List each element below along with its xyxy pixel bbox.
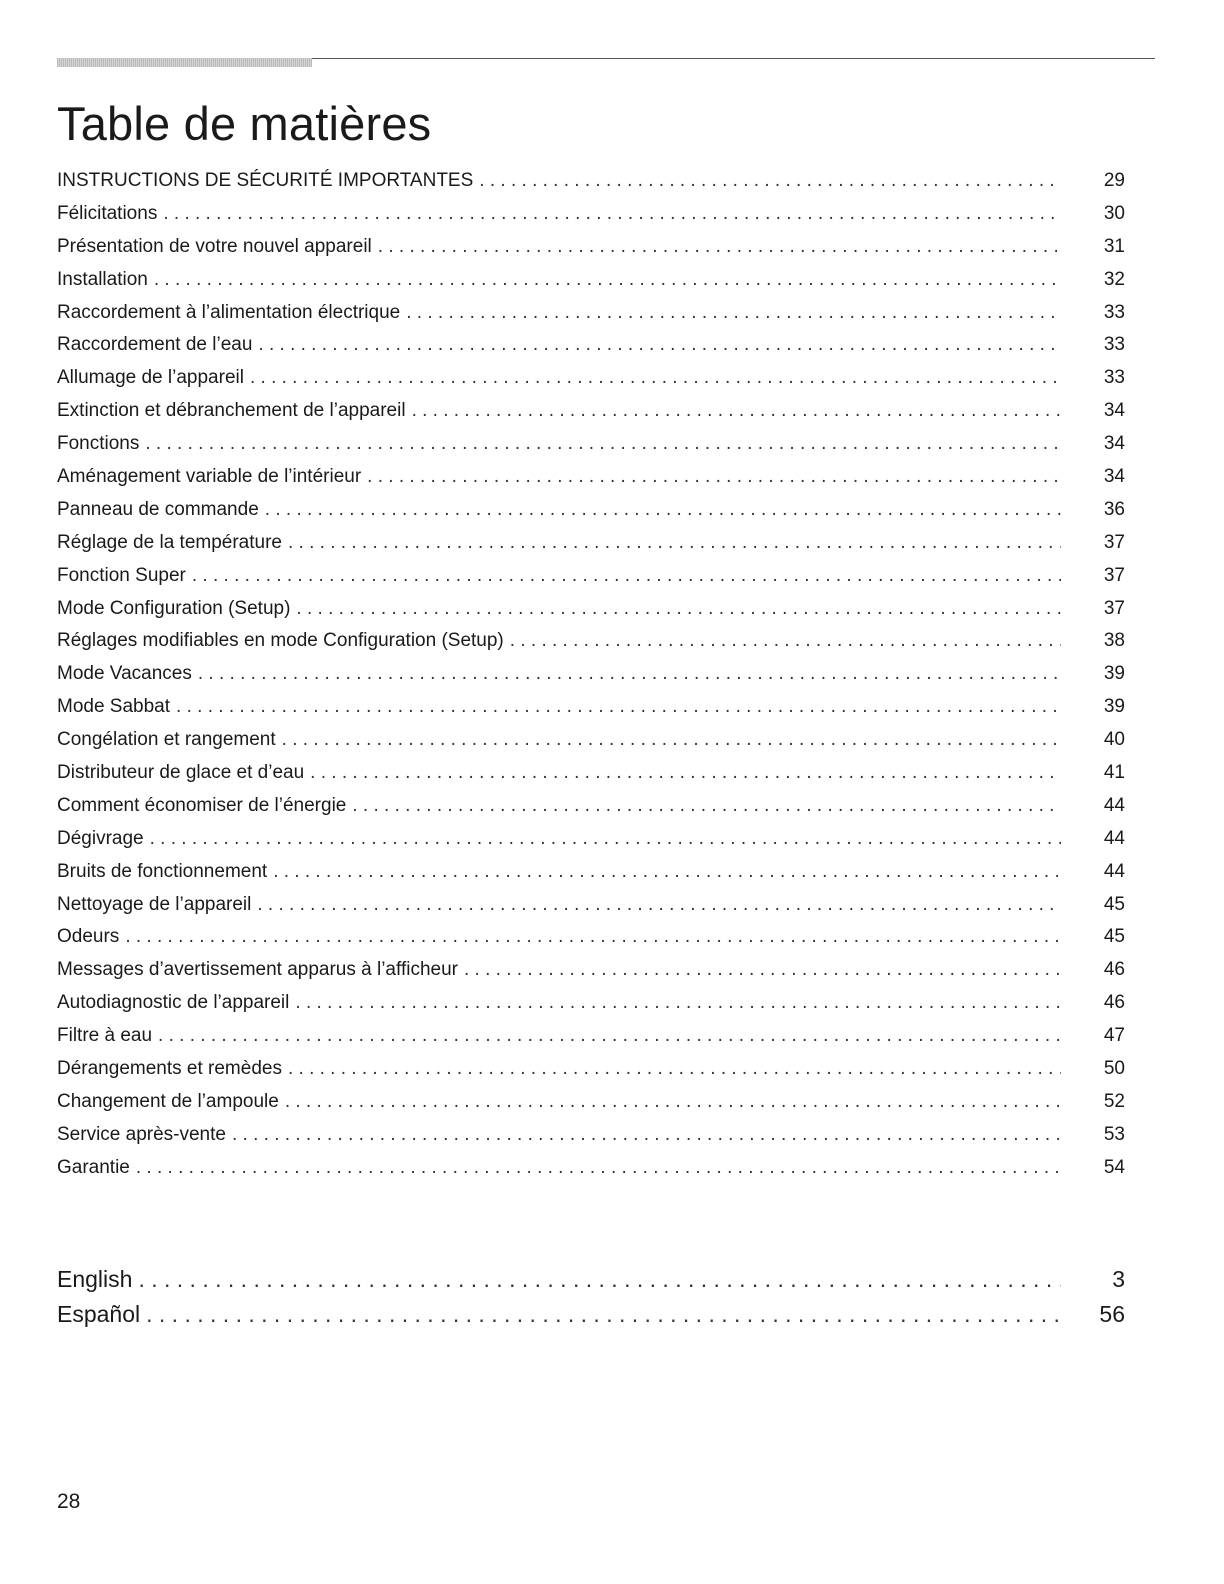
dot-leader (479, 165, 1061, 198)
toc-entry-page: 33 (1103, 334, 1125, 356)
dot-leader (136, 1152, 1061, 1185)
toc-entry-label: Service après-vente (57, 1123, 226, 1145)
toc-entry (57, 823, 1125, 856)
header-bar (57, 58, 312, 67)
toc-entry (57, 1053, 1125, 1086)
toc-entry-label: Dérangements et remèdes (57, 1058, 282, 1080)
toc-entry-page: 39 (1103, 696, 1125, 718)
dot-leader (285, 1086, 1061, 1119)
toc-entry (57, 1020, 1125, 1053)
toc-entry-label: Fonctions (57, 433, 140, 455)
dot-leader (310, 757, 1061, 790)
toc-entry-page: 30 (1103, 202, 1125, 224)
language-entry-page: 3 (1112, 1266, 1125, 1292)
dot-leader (150, 823, 1061, 856)
toc-entry-page: 37 (1103, 564, 1125, 586)
toc-entry-label: Raccordement à l’alimentation électrique (57, 301, 401, 323)
language-entry-label: Español (57, 1301, 141, 1327)
dot-leader (192, 560, 1061, 593)
toc-entry-label: Changement de l’ampoule (57, 1090, 279, 1112)
dot-leader (146, 1297, 1061, 1332)
toc-entry-label: Mode Configuration (Setup) (57, 597, 291, 619)
toc-entry-label: Odeurs (57, 926, 120, 948)
toc-entry-page: 32 (1103, 268, 1125, 290)
language-entry-label: English (57, 1266, 133, 1292)
toc-entry (57, 527, 1125, 560)
dot-leader (378, 231, 1061, 264)
toc-entry-page: 45 (1103, 926, 1125, 948)
dot-leader (412, 395, 1061, 428)
toc-entry-label: Félicitations (57, 202, 158, 224)
dot-leader (265, 494, 1061, 527)
toc-entry-label: Autodiagnostic de l’appareil (57, 992, 290, 1014)
dot-leader (406, 297, 1061, 330)
toc-entry-label: Garantie (57, 1156, 130, 1178)
toc-entry-page: 41 (1103, 762, 1125, 784)
toc-entry (57, 1119, 1125, 1152)
toc-entry-label: Dégivrage (57, 827, 144, 849)
page-number: 28 (57, 1490, 81, 1513)
toc-entry (57, 790, 1125, 823)
language-entry (57, 1297, 1125, 1332)
toc-entry-page: 38 (1103, 630, 1125, 652)
toc-entry-page: 33 (1103, 301, 1125, 323)
table-of-contents (57, 165, 1125, 1185)
toc-entry (57, 560, 1125, 593)
toc-entry-page: 34 (1103, 466, 1125, 488)
toc-entry-page: 39 (1103, 663, 1125, 685)
dot-leader (464, 954, 1061, 987)
toc-entry-page: 44 (1103, 827, 1125, 849)
toc-entry (57, 297, 1125, 330)
toc-entry (57, 691, 1125, 724)
toc-entry (57, 362, 1125, 395)
dot-leader (138, 1262, 1061, 1297)
dot-leader (352, 790, 1061, 823)
toc-entry (57, 264, 1125, 297)
toc-entry-label: Raccordement de l’eau (57, 334, 253, 356)
toc-entry-label: INSTRUCTIONS DE SÉCURITÉ IMPORTANTES (57, 170, 474, 191)
dot-leader (257, 889, 1061, 922)
toc-entry-label: Mode Vacances (57, 663, 192, 685)
toc-entry-label: Allumage de l’appareil (57, 367, 244, 389)
toc-entry (57, 1086, 1125, 1119)
toc-entry (57, 625, 1125, 658)
dot-leader (288, 527, 1061, 560)
toc-entry-page: 54 (1103, 1156, 1125, 1178)
toc-entry-page: 37 (1103, 597, 1125, 619)
toc-entry-label: Nettoyage de l’appareil (57, 893, 252, 915)
toc-entry-label: Distributeur de glace et d’eau (57, 762, 305, 784)
dot-leader (288, 1053, 1061, 1086)
toc-entry-label: Présentation de votre nouvel appareil (57, 235, 372, 257)
toc-entry-page: 47 (1103, 1025, 1125, 1047)
toc-entry (57, 856, 1125, 889)
toc-entry-label: Fonction Super (57, 564, 186, 586)
dot-leader (367, 461, 1061, 494)
toc-entry (57, 954, 1125, 987)
toc-entry-page: 45 (1103, 893, 1125, 915)
toc-entry-page: 34 (1103, 433, 1125, 455)
language-index (57, 1262, 1125, 1332)
toc-entry-label: Réglages modifiables en mode Configuration (Setup) (57, 630, 504, 652)
dot-leader (258, 329, 1061, 362)
toc-entry (57, 395, 1125, 428)
toc-entry (57, 329, 1125, 362)
toc-entry-page: 40 (1103, 729, 1125, 751)
toc-entry-page: 34 (1103, 400, 1125, 422)
toc-entry (57, 165, 1125, 198)
toc-entry-page: 53 (1103, 1123, 1125, 1145)
dot-leader (282, 724, 1061, 757)
toc-entry-label: Extinction et débranchement de l’appareil (57, 400, 406, 422)
toc-entry-label: Comment économiser de l’énergie (57, 794, 347, 816)
toc-entry-page: 52 (1103, 1090, 1125, 1112)
toc-entry-page: 31 (1103, 235, 1125, 257)
dot-leader (145, 428, 1061, 461)
toc-entry (57, 1152, 1125, 1185)
toc-entry-label: Mode Sabbat (57, 696, 171, 718)
toc-entry-page: 33 (1103, 367, 1125, 389)
dot-leader (296, 593, 1061, 626)
toc-entry-label: Panneau de commande (57, 498, 259, 520)
dot-leader (295, 987, 1061, 1020)
toc-entry-page: 37 (1103, 531, 1125, 553)
dot-leader (232, 1119, 1061, 1152)
toc-entry (57, 494, 1125, 527)
dot-leader (163, 198, 1061, 231)
toc-entry-page: 44 (1103, 860, 1125, 882)
toc-entry (57, 428, 1125, 461)
toc-entry (57, 593, 1125, 626)
language-entry (57, 1262, 1125, 1297)
toc-entry-page: 29 (1103, 170, 1125, 191)
toc-entry-label: Bruits de fonctionnement (57, 860, 268, 882)
dot-leader (158, 1020, 1061, 1053)
toc-entry-label: Congélation et rangement (57, 729, 276, 751)
toc-entry-page: 44 (1103, 794, 1125, 816)
toc-entry (57, 724, 1125, 757)
toc-entry (57, 461, 1125, 494)
language-entry-page: 56 (1099, 1301, 1125, 1327)
toc-entry-label: Messages d’avertissement apparus à l’afficheur (57, 959, 458, 981)
toc-entry (57, 889, 1125, 922)
toc-entry-label: Réglage de la température (57, 531, 282, 553)
dot-leader (125, 921, 1061, 954)
toc-entry (57, 658, 1125, 691)
dot-leader (198, 658, 1061, 691)
toc-entry-page: 50 (1103, 1058, 1125, 1080)
dot-leader (176, 691, 1061, 724)
toc-entry-label: Filtre à eau (57, 1025, 153, 1047)
toc-entry-page: 46 (1103, 992, 1125, 1014)
toc-entry-page: 36 (1103, 498, 1125, 520)
toc-entry-label: Aménagement variable de l’intérieur (57, 466, 362, 488)
dot-leader (250, 362, 1061, 395)
dot-leader (154, 264, 1061, 297)
toc-entry (57, 231, 1125, 264)
toc-entry (57, 757, 1125, 790)
dot-leader (510, 625, 1061, 658)
toc-entry-label: Installation (57, 268, 148, 290)
dot-leader (273, 856, 1061, 889)
toc-entry (57, 921, 1125, 954)
page-title: Table de matières (57, 97, 432, 150)
toc-entry (57, 198, 1125, 231)
toc-entry-page: 46 (1103, 959, 1125, 981)
toc-entry (57, 987, 1125, 1020)
